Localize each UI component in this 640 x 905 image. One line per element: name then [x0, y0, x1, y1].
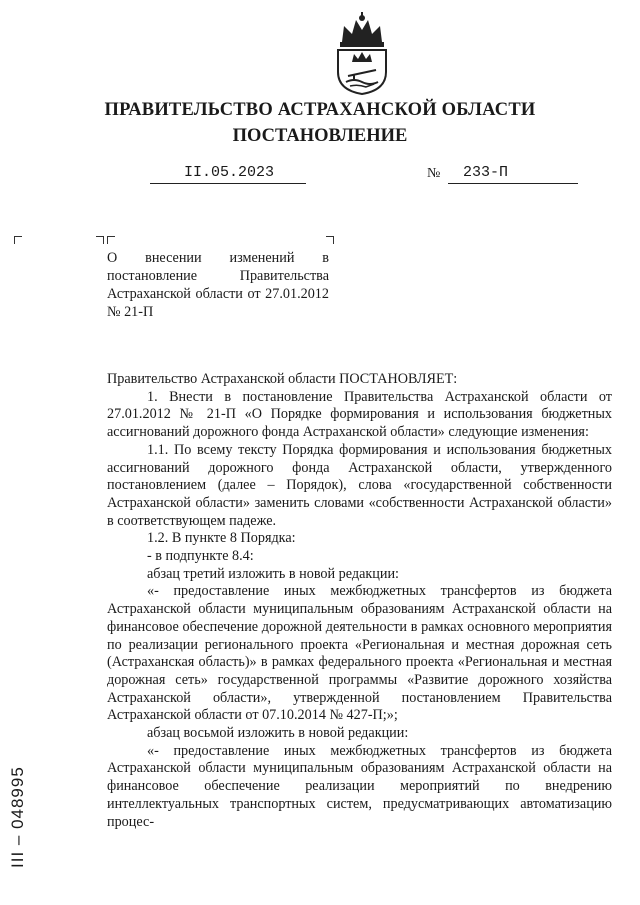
document-date: II.05.2023 — [184, 164, 275, 181]
corner-mark — [14, 236, 22, 244]
corner-mark — [96, 236, 104, 244]
body-paragraph: «- предоставление иных межбюджетных трансфертов из бюджета Астраханской области муниципальным образованиям Астраханской области на финансовое обеспечение дорожной деятельности в рамках основного мероприятия по реализации регионального проекта «Региональная и местная дорожная сеть (Астраханская область)» в рамках федерального проекта «Региональная и местная дорожная сеть» государственной программы «Развитие дорожного хозяйства Астраханской области», утвержденной постановлением Правительства Астраханской области от 07.10.2014 № 427-П;»; — [107, 583, 612, 724]
document-subject: О внесении изменений в постановление Правительства Астраханской области от 27.01.2012 № 21-П — [107, 250, 329, 320]
corner-mark — [326, 236, 334, 244]
side-registration-code: III – 048995 — [8, 766, 27, 868]
document-number: 233-П — [463, 164, 509, 181]
corner-mark — [107, 236, 115, 244]
body-paragraph: - в подпункте 8.4: — [147, 548, 254, 565]
body-paragraph: абзац восьмой изложить в новой редакции: — [147, 725, 409, 742]
document-type: ПОСТАНОВЛЕНИЕ — [232, 126, 408, 146]
organization-title: ПРАВИТЕЛЬСТВО АСТРАХАНСКОЙ ОБЛАСТИ — [104, 100, 536, 120]
body-paragraph: 1.2. В пункте 8 Порядка: — [147, 530, 296, 547]
number-underline — [448, 183, 578, 184]
body-paragraph: «- предоставление иных межбюджетных трансфертов из бюджета Астраханской области муниципальным образованиям Астраханской области на финансовое обеспечение реализации мероприятий по внедрению интеллектуальных транспортных систем, предусматривающих автоматизацию процес- — [107, 742, 612, 830]
coat-of-arms-icon — [330, 12, 394, 96]
date-underline — [150, 183, 306, 184]
body-paragraph: 1. Внести в постановление Правительства Астраханской области от 27.01.2012 № 21-П «О Порядке формирования и использования бюджетных ассигнований дорожного фонда Астраханской области» следующие изменения: — [107, 388, 612, 441]
body-paragraph: Правительство Астраханской области ПОСТАНОВЛЯЕТ: — [107, 371, 458, 387]
document-body — [107, 371, 612, 831]
body-paragraph: абзац третий изложить в новой редакции: — [147, 565, 399, 582]
body-paragraph: 1.1. По всему тексту Порядка формирования и использования бюджетных ассигнований дорожного фонда Астраханской области, утвержденного постановлением (далее – Порядок), слова «государственной собственности Астраханской области» заменить словами «собственности Астраханской области» в соответствующем падеже. — [107, 441, 612, 529]
number-sign: № — [427, 166, 441, 181]
